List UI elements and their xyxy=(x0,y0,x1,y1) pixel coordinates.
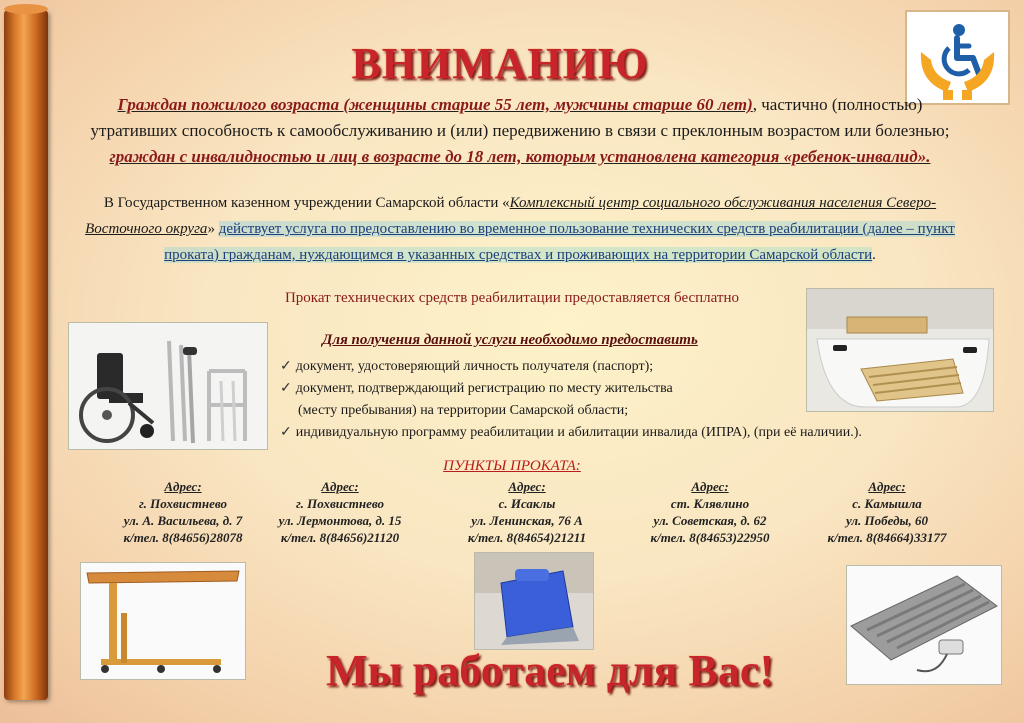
rental-point-2: Адрес: г. Похвистнево ул. Лермонтова, д. 15 к/тел. 8(84656)21120 xyxy=(278,479,402,545)
intro-paragraph xyxy=(80,92,960,170)
institution-prefix: В Государственном казенном учреждении Самарской области « xyxy=(103,195,510,211)
documents-title: Для получения данной услуги необходимо предоставить xyxy=(322,332,698,348)
checkmark-icon: ✓ xyxy=(280,359,292,374)
rental-points-title: ПУНКТЫ ПРОКАТА: xyxy=(443,458,581,474)
institution-paragraph xyxy=(80,190,960,268)
wheelchair-photo xyxy=(68,322,268,450)
checkmark-icon: ✓ xyxy=(280,381,292,396)
list-item: (месту пребывания) на территории Самарской области; xyxy=(298,403,629,418)
page-title: ВНИМАНИЮ xyxy=(351,39,649,88)
documents-list xyxy=(280,356,980,444)
list-item: ✓ документ, удостоверяющий личность получателя (паспорт); xyxy=(280,359,654,374)
rental-point-4: Адрес: ст. Клявлино ул. Советская, д. 62 к/тел. 8(84653)22950 xyxy=(650,479,770,545)
free-notice: Прокат технических средств реабилитации предоставляется бесплатно xyxy=(284,290,740,306)
checkmark-icon: ✓ xyxy=(280,425,292,440)
service-description: действует услуга по предоставлению во временное пользование технических средств реабилитации (далее – пункт проката) гражданам, нуждающимся в указанных средствах и проживающих на территории Самарской области xyxy=(164,221,955,263)
rental-point-1: Адрес: г. Похвистнево ул. А. Васильева, д. 7 к/тел. 8(84656)28078 xyxy=(123,479,243,545)
decorative-pillar xyxy=(4,10,48,700)
intro-elderly: Граждан пожилого возраста (женщины старше 55 лет, мужчины старше 60 лет) xyxy=(117,95,753,114)
institution-end: . xyxy=(872,247,876,263)
rental-point-5: Адрес: с. Камышла ул. Победы, 60 к/тел. 8(84664)33177 xyxy=(827,479,947,545)
slogan: Мы работаем для Вас! xyxy=(325,646,775,695)
list-item: ✓ документ, подтверждающий регистрацию по месту жительства xyxy=(280,381,673,396)
list-item: ✓ индивидуальную программу реабилитации и абилитации инвалида (ИПРА), (при её наличии.). xyxy=(280,425,862,440)
intro-disabled: граждан с инвалидностью и лиц в возрасте до 18 лет, которым установлена категория «ребенок-инвалид». xyxy=(109,147,931,166)
rental-point-3: Адрес: с. Исаклы ул. Ленинская, 76 А к/тел. 8(84654)21211 xyxy=(467,479,587,545)
institution-name: Комплексный центр социального обслуживания населения Северо-Восточного округа xyxy=(85,195,937,237)
institution-suffix: » xyxy=(207,221,219,237)
bed-backrest-photo xyxy=(474,552,594,650)
intro-middle: , частично (полностью) утративших способность к самообслуживанию и (или) передвижению в связи с преклонным возрастом или болезнью; xyxy=(90,95,950,140)
